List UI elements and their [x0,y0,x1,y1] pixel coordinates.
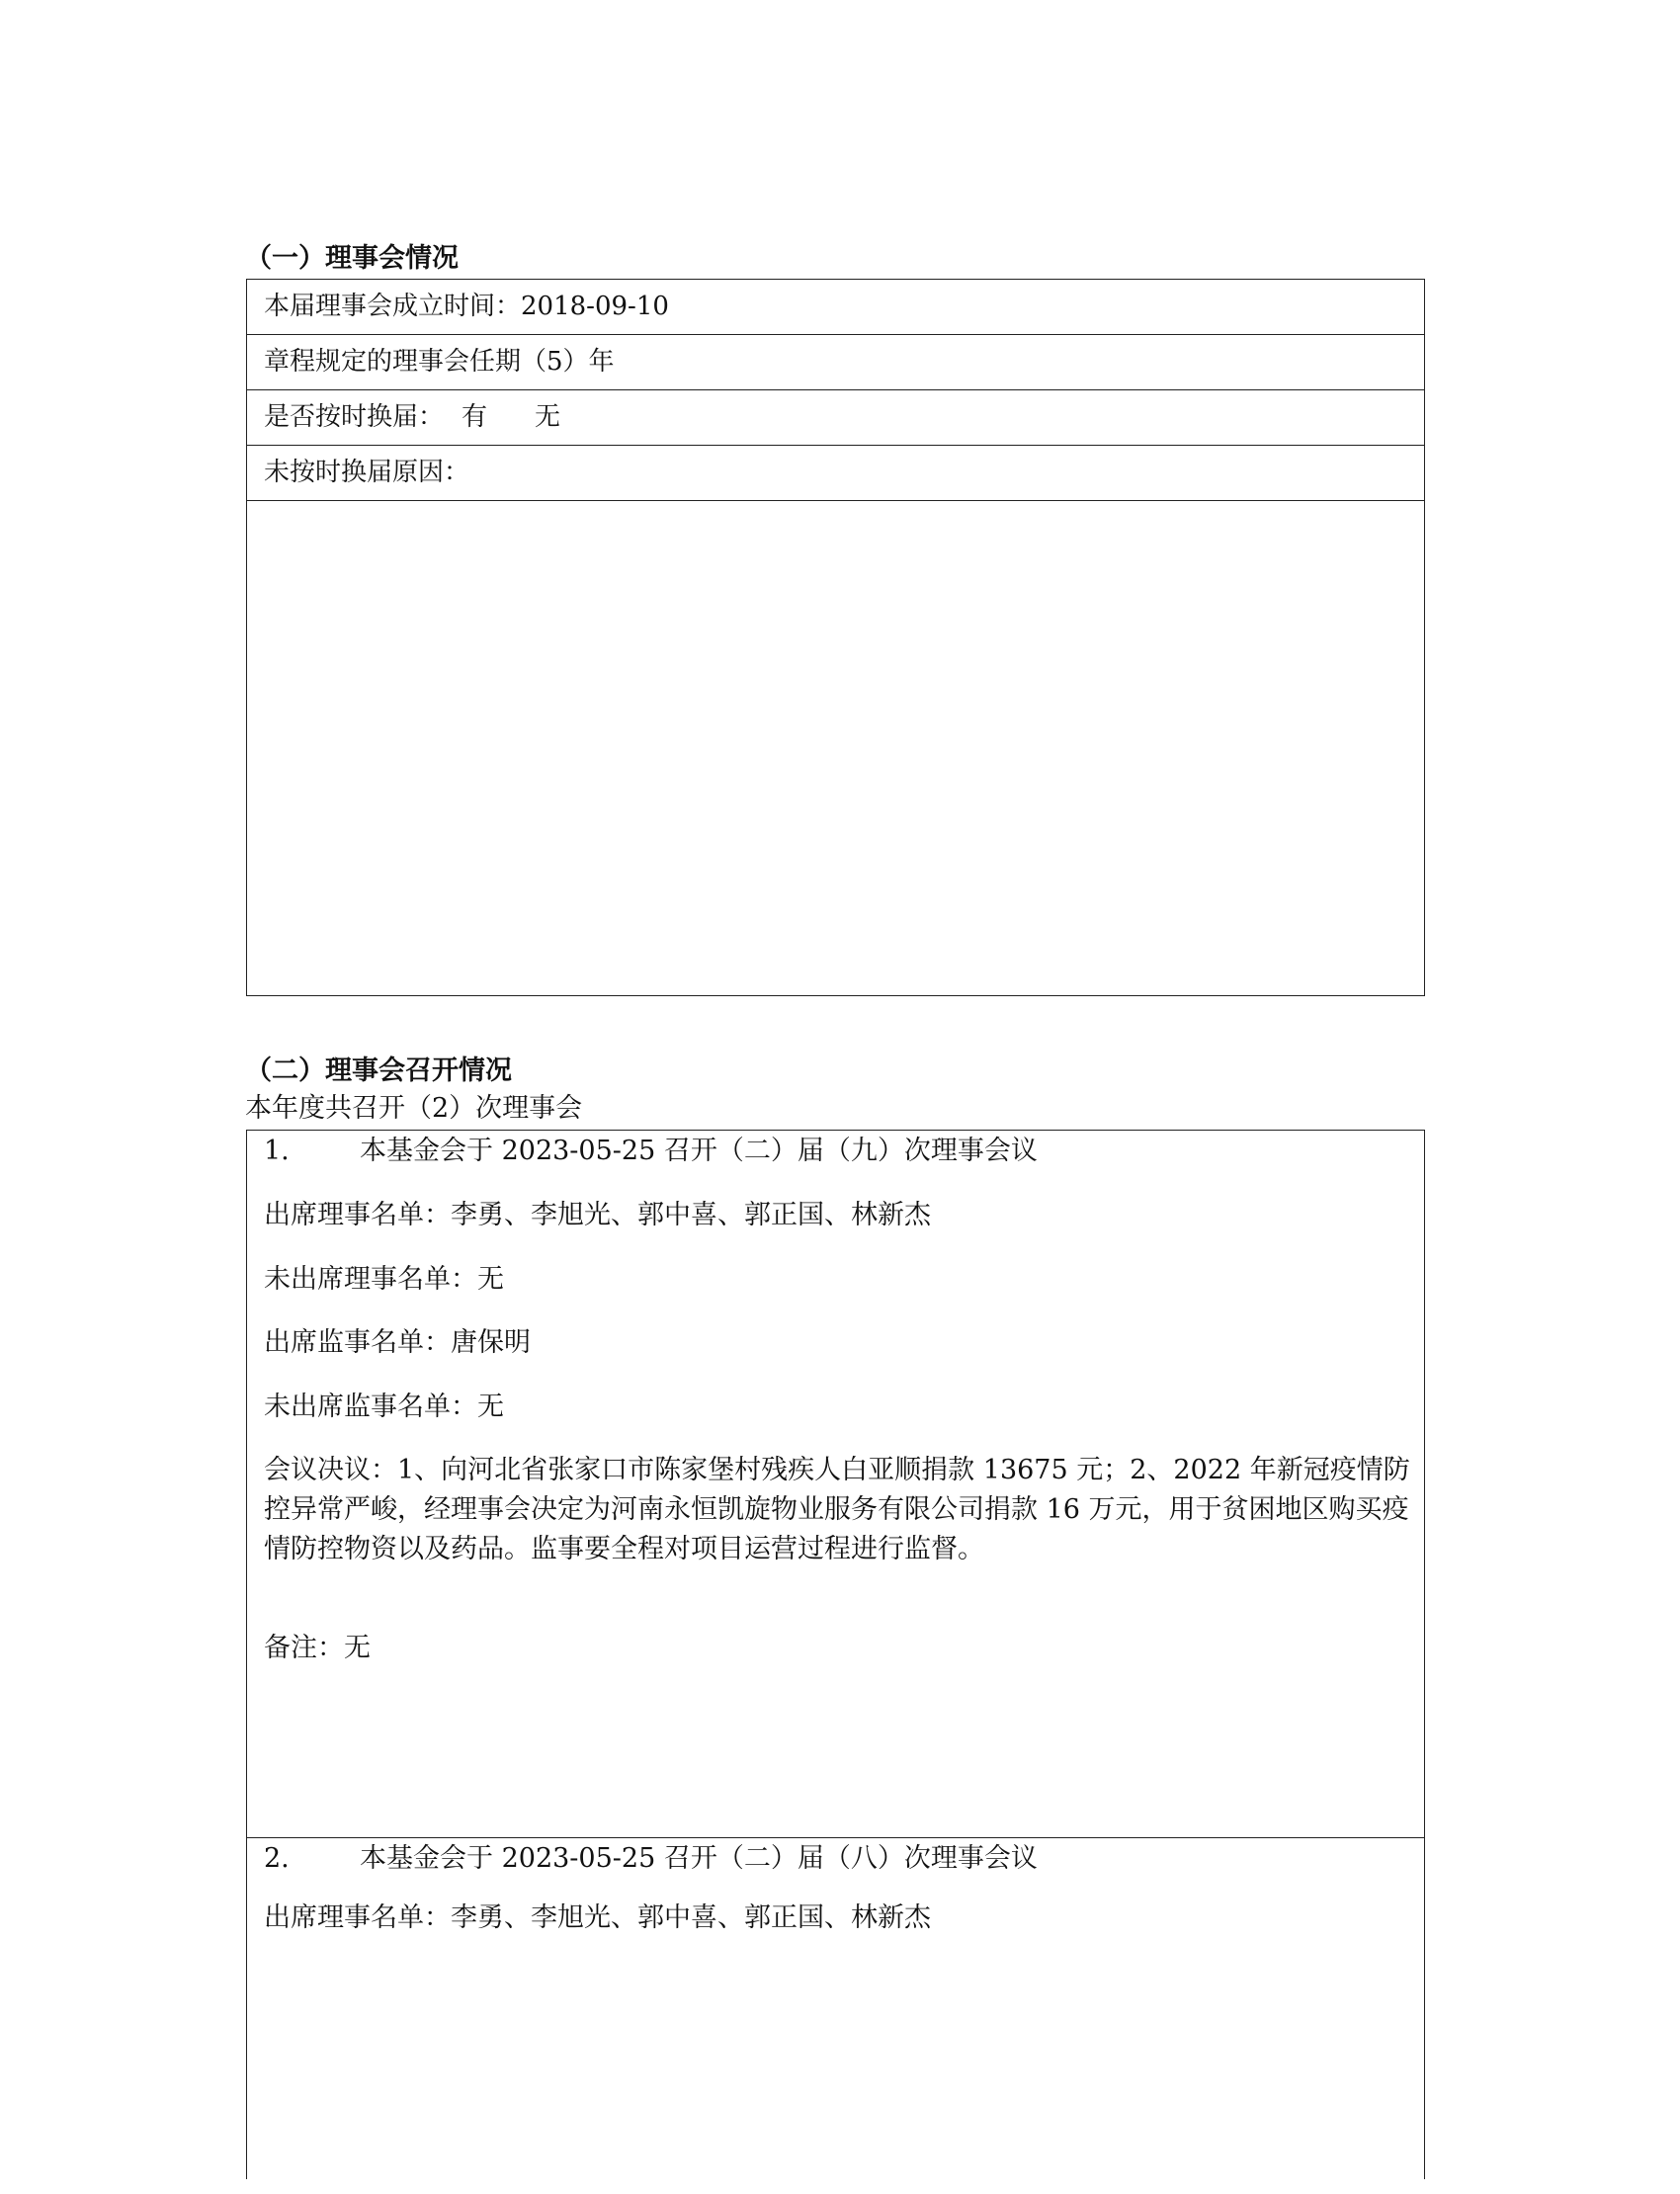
option-no: 无 [535,402,561,432]
term-row [247,335,1424,390]
option-yes: 有 [462,402,488,432]
meeting-1-number: 1. [264,1136,290,1166]
meeting-1-title: 本基金会于 2023-05-25 召开（二）届（九）次理事会议 [360,1136,1038,1166]
meeting-1-absent-directors: 未出席理事名单：无 [264,1264,504,1295]
on-time-label: 是否按时换届： [264,402,445,432]
meeting-1-attending-directors: 出席理事名单：李勇、李旭光、郭中喜、郭正国、林新杰 [264,1200,931,1230]
term-text: 章程规定的理事会任期（5）年 [264,347,615,377]
board-info-table [246,279,1425,996]
meetings-table [246,1130,1425,2179]
meeting-2-number: 2. [264,1843,290,1874]
reason-label: 未按时换届原因： [264,458,470,487]
meeting-count-summary: 本年度共召开（2）次理事会 [245,1093,583,1124]
meeting-2-title: 本基金会于 2023-05-25 召开（二）届（八）次理事会议 [360,1843,1038,1874]
meeting-cell-2 [247,1838,1424,2194]
meeting-cell-1 [247,1131,1424,1838]
on-time-row [247,390,1424,446]
meeting-1-absent-supervisors: 未出席监事名单：无 [264,1392,504,1422]
established-text: 本届理事会成立时间：2018-09-10 [264,292,669,321]
section1-title: （一）理事会情况 [245,243,459,274]
meeting-1-resolution: 会议决议：1、向河北省张家口市陈家堡村残疾人白亚顺捐款 13675 元；2、2022 年新冠疫情防控异常严峻，经理事会决定为河南永恒凯旋物业服务有限公司捐款 16 万元，用于贫困地区购买疫情防控物资以及药品。监事要全程对项目运营过程进行监督。 [264,1455,1410,1564]
meeting-1-attending-supervisors: 出席监事名单：唐保明 [264,1327,531,1358]
reason-row [247,446,1424,501]
meeting-2-attending-directors: 出席理事名单：李勇、李旭光、郭中喜、郭正国、林新杰 [264,1902,931,1933]
meeting-2-heading [264,1842,1412,1876]
section2-title: （二）理事会召开情况 [245,1055,512,1086]
meeting-1-heading [264,1135,1412,1168]
established-row [247,280,1424,335]
meeting-1-remark: 备注：无 [264,1633,371,1663]
